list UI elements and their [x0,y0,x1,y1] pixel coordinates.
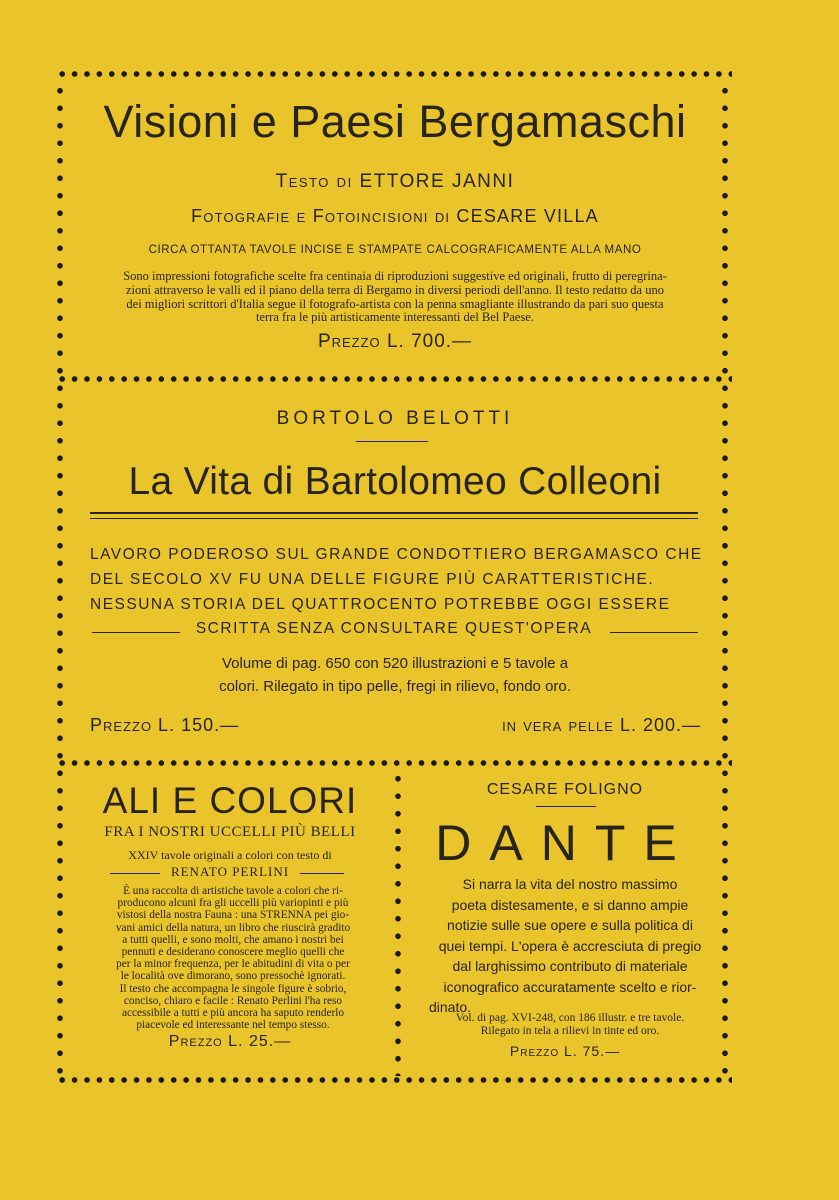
ad3-author: RENATO PERLINI [170,864,290,879]
ad4-desc-line: quei tempi. L'opera è accresciuta di pregio [438,937,702,954]
ad1-desc-line: terra fra le più artisticamente interessanti del Bel Paese. [255,310,534,325]
ad3-subtitle: FRA I NOSTRI UCCELLI PIÙ BELLI [104,824,356,840]
ad3-desc-line: a tutti quelli, e sono molti, che amano i nostri bei [122,933,344,946]
ad1-price: Prezzo L. 700.— [317,331,473,352]
ad1-desc-line: zioni attraverso le valli ed il piano della terra di Bergamo in diversi periodi dell'anno. Il testo redatto da uno [126,282,664,297]
ad2-price-leather: in vera pelle L. 200.— [502,715,701,735]
ad2-volume-line: Volume di pag. 650 con 520 illustrazioni e 5 tavole a [221,655,569,672]
ad4-desc-line: poeta distesamente, e si danno ampie [451,896,689,913]
ad1-desc-line: dei migliori scrittori d'Italia segue il fotografo-artista con la penna smagliante illustrando da pari suo questa [126,296,664,311]
ad3-plates: XXIV tavole originali a colori con testo di [128,848,332,862]
ad3-description [88,885,378,1031]
ad4-desc-line: iconografico accuratamente scelto e rior- [443,978,697,995]
ad2-desc-last: SCRITTA SENZA CONSULTARE QUEST'OPERA [195,620,593,637]
ad1-desc-line: Sono impressioni fotografiche scelte fra centinaia di riproduzioni suggestive ed originali, frutto di peregrina- [123,269,667,283]
border-right [722,82,728,1077]
ad3-desc-line: È una raccolta di artistiche tavole a colori che ri- [123,885,343,897]
ad4-volume-line: Rilegato in tela a rilievi in tinte ed oro. [480,1025,660,1037]
ad2-price: Prezzo L. 150.— [90,715,240,735]
ad3-desc-line: piacevole ed interessante nel tempo stesso. [136,1019,330,1032]
ad2-double-rule-bottom [90,518,698,519]
ad3-desc-line: Il testo che accompagna le singole figure è sobrio, [119,982,347,995]
ad2-desc-line: DEL SECOLO XV FU UNA DELLE FIGURE PIÙ CARATTERISTICHE. [90,571,655,588]
ad3-desc-line: vistosi della nostra Fauna : una STRENNA pei gio- [116,909,350,922]
ad3-title: ALI E COLORI [102,780,358,821]
column-divider-dotted [395,770,401,1076]
ad2-volume-line: colori. Rilegato in tipo pelle, fregi in rilievo, fondo oro. [219,678,571,695]
ad1-title: Visioni e Paesi Bergamaschi [103,96,687,147]
ad4-short-rule [536,806,596,807]
ad4-desc-line: notizie sulle sue opere e sulla politica di [447,917,693,933]
ad2-double-rule-top [90,512,698,514]
ad3-desc-line: conciso, chiaro e facile : Renato Perlini l'ha reso [123,994,343,1007]
ad2-author: BORTOLO BELOTTI [276,408,514,429]
ad4-desc-line: Si narra la vita del nostro massimo [462,876,678,892]
ad4-author: CESARE FOLIGNO [486,781,644,798]
ad2-desc-line: LAVORO PODEROSO SUL GRANDE CONDOTTIERO BERGAMASCO CHE [90,546,703,563]
ad2-desc-line: NESSUNA STORIA DEL QUATTROCENTO POTREBBE OGGI ESSERE [90,596,671,613]
ad2-short-rule [356,441,428,442]
ad3-desc-line: pennuti e desiderano conoscere meglio quelli che [121,946,345,959]
ad3-rule-left [110,873,160,874]
divider-dotted-2 [56,760,732,766]
ad2-side-rule-right [610,632,698,633]
divider-dotted-1 [56,376,732,382]
ad2-title: La Vita di Bartolomeo Colleoni [128,460,662,503]
ad3-price: Prezzo L. 25.— [168,1033,292,1050]
ad2-description [90,542,710,617]
ad4-desc-line: dinato. [429,999,472,1015]
ad2-volume [120,652,670,698]
ad4-description [425,874,715,1018]
ad1-description [72,270,718,325]
border-left [57,82,63,1077]
ad3-desc-line: per la minor frequenza, per le abitudini di vita o per [116,958,350,971]
ad3-desc-line: producono alcuni fra gli uccelli più variopinti e più [117,897,349,910]
ad4-volume [410,1012,730,1038]
ad3-desc-line: vani amici della natura, un libro che riuscirà gradito [115,921,351,934]
ad4-title: DANTE [435,815,695,871]
ad2-side-rule-left [92,632,180,633]
ad3-desc-line: le località ove dimorano, sono pressochè ignorati. [120,970,346,983]
ad3-desc-line: accessibile a tutti e più ancora ha saputo renderlo [121,1007,345,1020]
ad4-volume-line: Vol. di pag. XVI-248, con 186 illustr. e tre tavole. [455,1012,685,1024]
border-top [56,71,732,77]
ad1-author-line: Testo di ETTORE JANNI [275,171,515,192]
ad4-price: Prezzo L. 75.— [509,1043,621,1059]
ad3-rule-right [300,873,344,874]
ad1-plates-line: CIRCA OTTANTA TAVOLE INCISE E STAMPATE CALCOGRAFICAMENTE ALLA MANO [148,244,642,256]
ad1-photo-line: Fotografie e Fotoincisioni di CESARE VILLA [191,206,599,226]
border-bottom [56,1077,732,1083]
ad4-desc-line: dal larghissimo contributo di materiale [452,958,688,974]
